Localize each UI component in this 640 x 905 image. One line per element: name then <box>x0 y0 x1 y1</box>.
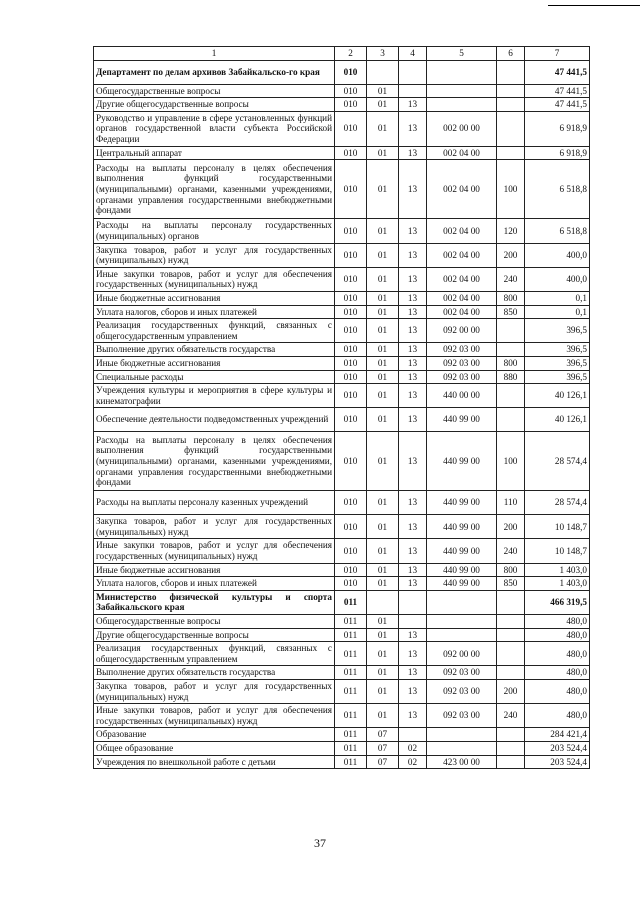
row-value-cell: 010 <box>335 219 367 243</box>
row-value-cell: 011 <box>335 642 367 666</box>
row-name-cell: Иные закупки товаров, работ и услуг для обеспечения государственных (муниципальных) нужд <box>94 267 335 291</box>
row-name-cell: Общегосударственные вопросы <box>94 84 335 98</box>
budget-table <box>93 46 590 769</box>
table-row <box>94 615 590 629</box>
row-value-cell: 01 <box>367 642 399 666</box>
row-value-cell: 880 <box>497 370 525 384</box>
row-value-cell: 396,5 <box>525 356 590 370</box>
table-row <box>94 98 590 112</box>
row-value-cell: 240 <box>497 267 525 291</box>
row-value-cell: 13 <box>399 370 427 384</box>
row-value-cell <box>497 666 525 680</box>
table-row <box>94 515 590 539</box>
row-value-cell: 13 <box>399 680 427 704</box>
row-value-cell: 011 <box>335 755 367 769</box>
row-value-cell: 440 00 00 <box>427 384 497 408</box>
row-value-cell: 010 <box>335 384 367 408</box>
row-value-cell: 13 <box>399 98 427 112</box>
row-value-cell <box>497 60 525 84</box>
row-name-cell: Расходы на выплаты персоналу казенных учреждений <box>94 491 335 515</box>
table-row <box>94 741 590 755</box>
row-value-cell: 440 99 00 <box>427 491 497 515</box>
row-name-cell: Закупка товаров, работ и услуг для государственных (муниципальных) нужд <box>94 680 335 704</box>
row-value-cell: 011 <box>335 666 367 680</box>
row-value-cell <box>497 728 525 742</box>
row-value-cell: 13 <box>399 628 427 642</box>
table-row <box>94 84 590 98</box>
table-row <box>94 243 590 267</box>
row-value-cell <box>427 628 497 642</box>
row-value-cell: 010 <box>335 291 367 305</box>
row-value-cell: 011 <box>335 628 367 642</box>
row-value-cell: 092 03 00 <box>427 370 497 384</box>
table-row <box>94 728 590 742</box>
header-cell: 6 <box>497 47 525 61</box>
page-number: 37 <box>314 836 326 850</box>
row-value-cell: 002 04 00 <box>427 305 497 319</box>
table-row <box>94 356 590 370</box>
row-name-cell: Иные бюджетные ассигнования <box>94 356 335 370</box>
row-value-cell: 010 <box>335 111 367 146</box>
row-value-cell: 010 <box>335 146 367 160</box>
table-row <box>94 60 590 84</box>
table-row <box>94 432 590 491</box>
row-value-cell: 011 <box>335 704 367 728</box>
row-value-cell: 01 <box>367 704 399 728</box>
row-name-cell: Другие общегосударственные вопросы <box>94 628 335 642</box>
row-name-cell: Расходы на выплаты персоналу в целях обеспечения выполнения функций государственными (муниципальными) органами, казенными учреждениями, органами управления государственными внебюджетными фондами <box>94 160 335 219</box>
row-value-cell: 01 <box>367 84 399 98</box>
row-value-cell: 01 <box>367 577 399 591</box>
row-value-cell: 40 126,1 <box>525 408 590 432</box>
row-name-cell: Закупка товаров, работ и услуг для государственных (муниципальных) нужд <box>94 515 335 539</box>
row-value-cell: 002 00 00 <box>427 111 497 146</box>
row-value-cell <box>399 615 427 629</box>
header-cell: 5 <box>427 47 497 61</box>
row-name-cell: Расходы на выплаты персоналу в целях обеспечения выполнения функций государственными (муниципальными) органами, казенными учреждениями, органами управления государственными внебюджетными фондами <box>94 432 335 491</box>
row-value-cell: 200 <box>497 515 525 539</box>
row-value-cell: 800 <box>497 291 525 305</box>
row-value-cell: 13 <box>399 146 427 160</box>
row-value-cell: 13 <box>399 305 427 319</box>
row-name-cell: Общегосударственные вопросы <box>94 615 335 629</box>
row-value-cell: 13 <box>399 432 427 491</box>
row-value-cell: 200 <box>497 680 525 704</box>
row-value-cell: 423 00 00 <box>427 755 497 769</box>
header-cell: 7 <box>525 47 590 61</box>
row-value-cell: 480,0 <box>525 680 590 704</box>
row-value-cell: 13 <box>399 343 427 357</box>
row-value-cell: 800 <box>497 563 525 577</box>
row-value-cell <box>497 111 525 146</box>
table-row <box>94 384 590 408</box>
row-value-cell <box>497 319 525 343</box>
row-value-cell: 07 <box>367 728 399 742</box>
row-value-cell: 002 04 00 <box>427 243 497 267</box>
row-value-cell: 011 <box>335 590 367 614</box>
row-value-cell: 120 <box>497 219 525 243</box>
row-value-cell <box>497 755 525 769</box>
row-value-cell: 13 <box>399 515 427 539</box>
row-name-cell: Закупка товаров, работ и услуг для государственных (муниципальных) нужд <box>94 243 335 267</box>
row-value-cell: 440 99 00 <box>427 563 497 577</box>
row-value-cell: 01 <box>367 98 399 112</box>
row-value-cell: 01 <box>367 515 399 539</box>
row-value-cell: 13 <box>399 111 427 146</box>
row-value-cell: 01 <box>367 291 399 305</box>
row-value-cell: 466 319,5 <box>525 590 590 614</box>
row-value-cell: 01 <box>367 628 399 642</box>
row-value-cell: 28 574,4 <box>525 432 590 491</box>
row-value-cell <box>427 84 497 98</box>
row-value-cell: 011 <box>335 615 367 629</box>
row-value-cell: 01 <box>367 370 399 384</box>
table-row <box>94 267 590 291</box>
row-name-cell: Министерство физической культуры и спорта Забайкальского края <box>94 590 335 614</box>
table-row <box>94 680 590 704</box>
row-value-cell: 010 <box>335 319 367 343</box>
row-value-cell: 240 <box>497 539 525 563</box>
row-value-cell: 01 <box>367 146 399 160</box>
row-value-cell: 01 <box>367 160 399 219</box>
row-value-cell: 010 <box>335 563 367 577</box>
row-value-cell: 6 518,8 <box>525 160 590 219</box>
row-value-cell: 28 574,4 <box>525 491 590 515</box>
row-value-cell: 0,1 <box>525 291 590 305</box>
row-name-cell: Специальные расходы <box>94 370 335 384</box>
row-value-cell <box>497 408 525 432</box>
row-value-cell: 13 <box>399 704 427 728</box>
table-row <box>94 666 590 680</box>
row-value-cell: 13 <box>399 408 427 432</box>
row-value-cell: 010 <box>335 305 367 319</box>
row-value-cell: 010 <box>335 356 367 370</box>
row-value-cell <box>497 741 525 755</box>
row-value-cell: 01 <box>367 666 399 680</box>
row-value-cell: 010 <box>335 577 367 591</box>
row-value-cell: 01 <box>367 243 399 267</box>
row-value-cell: 01 <box>367 343 399 357</box>
row-value-cell <box>427 741 497 755</box>
row-value-cell: 092 03 00 <box>427 680 497 704</box>
header-row <box>94 47 590 61</box>
row-value-cell: 01 <box>367 615 399 629</box>
row-value-cell: 100 <box>497 160 525 219</box>
row-value-cell: 13 <box>399 291 427 305</box>
row-value-cell: 01 <box>367 267 399 291</box>
row-name-cell: Уплата налогов, сборов и иных платежей <box>94 577 335 591</box>
row-value-cell: 200 <box>497 243 525 267</box>
row-value-cell: 396,5 <box>525 319 590 343</box>
row-value-cell: 284 421,4 <box>525 728 590 742</box>
row-value-cell: 440 99 00 <box>427 577 497 591</box>
row-value-cell <box>497 343 525 357</box>
row-value-cell: 13 <box>399 219 427 243</box>
table-row <box>94 160 590 219</box>
row-value-cell: 480,0 <box>525 615 590 629</box>
row-value-cell: 01 <box>367 491 399 515</box>
row-value-cell: 203 524,4 <box>525 741 590 755</box>
row-value-cell: 13 <box>399 491 427 515</box>
row-value-cell: 850 <box>497 305 525 319</box>
row-name-cell: Учреждения культуры и мероприятия в сфере культуры и кинематографии <box>94 384 335 408</box>
row-value-cell: 6 918,9 <box>525 111 590 146</box>
row-value-cell: 47 441,5 <box>525 60 590 84</box>
row-value-cell: 002 04 00 <box>427 146 497 160</box>
row-value-cell: 092 00 00 <box>427 642 497 666</box>
row-name-cell: Выполнение других обязательств государства <box>94 343 335 357</box>
row-value-cell: 07 <box>367 741 399 755</box>
row-value-cell: 010 <box>335 539 367 563</box>
top-rule <box>548 5 640 6</box>
row-value-cell <box>427 98 497 112</box>
row-value-cell: 100 <box>497 432 525 491</box>
row-value-cell: 010 <box>335 84 367 98</box>
row-value-cell: 0,1 <box>525 305 590 319</box>
table-row <box>94 704 590 728</box>
row-value-cell: 10 148,7 <box>525 539 590 563</box>
row-value-cell: 47 441,5 <box>525 84 590 98</box>
row-value-cell <box>497 384 525 408</box>
row-name-cell: Реализация государственных функций, связанных с общегосударственным управлением <box>94 319 335 343</box>
row-value-cell: 010 <box>335 60 367 84</box>
table-row <box>94 291 590 305</box>
row-value-cell <box>497 98 525 112</box>
row-name-cell: Иные бюджетные ассигнования <box>94 563 335 577</box>
row-value-cell: 010 <box>335 160 367 219</box>
row-name-cell: Выполнение других обязательств государства <box>94 666 335 680</box>
row-value-cell: 13 <box>399 577 427 591</box>
row-value-cell: 13 <box>399 267 427 291</box>
table-row <box>94 628 590 642</box>
row-name-cell: Центральный аппарат <box>94 146 335 160</box>
row-value-cell: 1 403,0 <box>525 577 590 591</box>
table-row <box>94 370 590 384</box>
row-value-cell: 13 <box>399 160 427 219</box>
row-value-cell: 010 <box>335 432 367 491</box>
row-value-cell: 440 99 00 <box>427 408 497 432</box>
row-name-cell: Обеспечение деятельности подведомственных учреждений <box>94 408 335 432</box>
table-row <box>94 146 590 160</box>
row-value-cell: 400,0 <box>525 267 590 291</box>
row-name-cell: Другие общегосударственные вопросы <box>94 98 335 112</box>
header-cell: 1 <box>94 47 335 61</box>
row-value-cell: 13 <box>399 319 427 343</box>
row-value-cell: 01 <box>367 384 399 408</box>
row-value-cell: 440 99 00 <box>427 539 497 563</box>
row-value-cell: 480,0 <box>525 628 590 642</box>
row-value-cell: 13 <box>399 539 427 563</box>
row-value-cell: 400,0 <box>525 243 590 267</box>
table-row <box>94 319 590 343</box>
table-row <box>94 491 590 515</box>
row-value-cell: 010 <box>335 491 367 515</box>
row-value-cell <box>399 84 427 98</box>
row-value-cell: 396,5 <box>525 343 590 357</box>
table-row <box>94 408 590 432</box>
row-value-cell: 40 126,1 <box>525 384 590 408</box>
row-value-cell: 092 03 00 <box>427 356 497 370</box>
table-row <box>94 590 590 614</box>
header-cell: 4 <box>399 47 427 61</box>
row-value-cell: 02 <box>399 755 427 769</box>
row-value-cell <box>427 728 497 742</box>
row-value-cell: 01 <box>367 319 399 343</box>
table-row <box>94 642 590 666</box>
row-value-cell: 010 <box>335 343 367 357</box>
row-value-cell: 440 99 00 <box>427 432 497 491</box>
row-value-cell: 240 <box>497 704 525 728</box>
row-value-cell: 01 <box>367 111 399 146</box>
row-value-cell <box>367 590 399 614</box>
row-value-cell: 850 <box>497 577 525 591</box>
row-value-cell <box>497 146 525 160</box>
row-value-cell: 02 <box>399 741 427 755</box>
row-value-cell <box>399 590 427 614</box>
row-value-cell <box>497 590 525 614</box>
row-value-cell: 01 <box>367 563 399 577</box>
row-value-cell: 396,5 <box>525 370 590 384</box>
row-value-cell: 002 04 00 <box>427 160 497 219</box>
row-value-cell: 6 918,9 <box>525 146 590 160</box>
row-value-cell: 092 00 00 <box>427 319 497 343</box>
row-value-cell: 800 <box>497 356 525 370</box>
table-row <box>94 111 590 146</box>
row-name-cell: Иные закупки товаров, работ и услуг для обеспечения государственных (муниципальных) нужд <box>94 539 335 563</box>
row-value-cell: 011 <box>335 728 367 742</box>
row-value-cell <box>399 728 427 742</box>
row-value-cell <box>427 615 497 629</box>
row-value-cell: 480,0 <box>525 704 590 728</box>
row-value-cell: 010 <box>335 243 367 267</box>
row-name-cell: Руководство и управление в сфере установленных функций органов государственной власти субъекта Российской Федерации <box>94 111 335 146</box>
header-cell: 3 <box>367 47 399 61</box>
row-value-cell: 13 <box>399 642 427 666</box>
row-value-cell: 002 04 00 <box>427 267 497 291</box>
row-value-cell: 440 99 00 <box>427 515 497 539</box>
row-value-cell: 13 <box>399 666 427 680</box>
row-value-cell: 002 04 00 <box>427 291 497 305</box>
table-row <box>94 563 590 577</box>
row-value-cell: 47 441,5 <box>525 98 590 112</box>
row-value-cell: 011 <box>335 741 367 755</box>
row-value-cell: 110 <box>497 491 525 515</box>
row-value-cell: 480,0 <box>525 642 590 666</box>
table-row <box>94 305 590 319</box>
row-value-cell: 092 03 00 <box>427 704 497 728</box>
row-value-cell: 07 <box>367 755 399 769</box>
row-value-cell: 10 148,7 <box>525 515 590 539</box>
row-value-cell <box>367 60 399 84</box>
row-value-cell <box>427 60 497 84</box>
row-value-cell <box>497 84 525 98</box>
row-value-cell: 010 <box>335 98 367 112</box>
row-name-cell: Иные бюджетные ассигнования <box>94 291 335 305</box>
row-value-cell: 01 <box>367 432 399 491</box>
row-name-cell: Учреждения по внешкольной работе с детьми <box>94 755 335 769</box>
row-name-cell: Департамент по делам архивов Забайкальско-го края <box>94 60 335 84</box>
row-value-cell: 480,0 <box>525 666 590 680</box>
row-value-cell: 010 <box>335 370 367 384</box>
row-value-cell: 13 <box>399 243 427 267</box>
row-value-cell: 6 518,8 <box>525 219 590 243</box>
row-value-cell <box>497 642 525 666</box>
row-value-cell: 010 <box>335 267 367 291</box>
row-value-cell: 011 <box>335 680 367 704</box>
row-value-cell <box>497 628 525 642</box>
row-value-cell: 13 <box>399 563 427 577</box>
row-value-cell: 01 <box>367 680 399 704</box>
row-value-cell <box>399 60 427 84</box>
table-row <box>94 755 590 769</box>
row-value-cell: 01 <box>367 408 399 432</box>
row-value-cell: 010 <box>335 408 367 432</box>
header-cell: 2 <box>335 47 367 61</box>
row-value-cell: 002 04 00 <box>427 219 497 243</box>
row-value-cell: 01 <box>367 219 399 243</box>
row-value-cell <box>427 590 497 614</box>
row-value-cell: 1 403,0 <box>525 563 590 577</box>
row-value-cell <box>497 615 525 629</box>
row-name-cell: Иные закупки товаров, работ и услуг для обеспечения государственных (муниципальных) нужд <box>94 704 335 728</box>
row-value-cell: 092 03 00 <box>427 343 497 357</box>
row-name-cell: Реализация государственных функций, связанных с общегосударственным управлением <box>94 642 335 666</box>
row-name-cell: Уплата налогов, сборов и иных платежей <box>94 305 335 319</box>
row-value-cell: 01 <box>367 539 399 563</box>
row-value-cell: 01 <box>367 356 399 370</box>
row-name-cell: Расходы на выплаты персоналу государственных (муниципальных) органов <box>94 219 335 243</box>
row-value-cell: 203 524,4 <box>525 755 590 769</box>
row-name-cell: Образование <box>94 728 335 742</box>
row-value-cell: 010 <box>335 515 367 539</box>
row-value-cell: 092 03 00 <box>427 666 497 680</box>
row-value-cell: 01 <box>367 305 399 319</box>
table-row <box>94 577 590 591</box>
row-value-cell: 13 <box>399 384 427 408</box>
table-row <box>94 539 590 563</box>
table-row <box>94 343 590 357</box>
row-name-cell: Общее образование <box>94 741 335 755</box>
table-row <box>94 219 590 243</box>
row-value-cell: 13 <box>399 356 427 370</box>
